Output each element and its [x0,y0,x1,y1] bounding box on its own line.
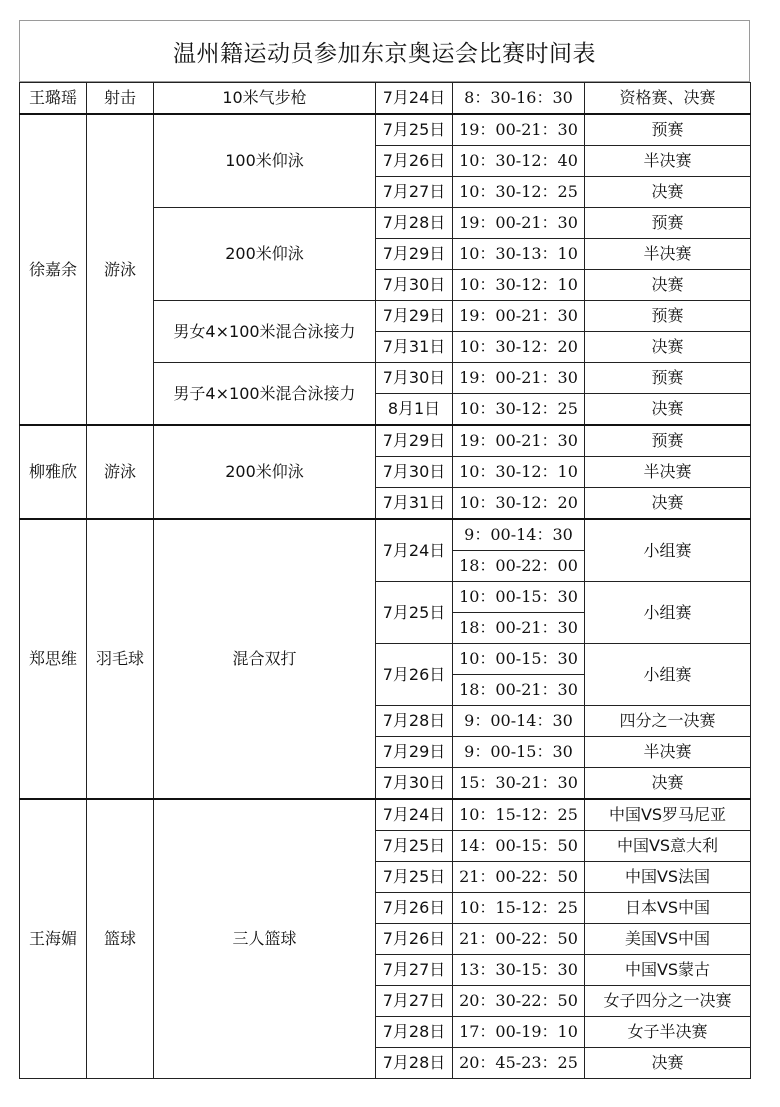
event-time: 10：30-12：40 [453,146,585,177]
athlete-name: 柳雅欣 [20,425,87,519]
event-date: 7月26日 [376,924,453,955]
event-stage: 中国VS意大利 [585,831,751,862]
event-time: 10：00-15：30 [453,582,585,613]
event-stage: 预赛 [585,208,751,239]
event-date: 7月30日 [376,270,453,301]
event-stage: 决赛 [585,768,751,800]
event-stage: 美国VS中国 [585,924,751,955]
event-stage: 女子四分之一决赛 [585,986,751,1017]
event-name: 三人篮球 [154,799,376,1079]
event-date: 7月26日 [376,644,453,706]
event-date: 7月28日 [376,1017,453,1048]
schedule-table [19,82,751,1079]
event-time: 10：00-15：30 [453,644,585,675]
event-time: 9：00-14：30 [453,706,585,737]
event-time: 10：15-12：25 [453,893,585,924]
event-time: 8：30-16：30 [453,83,585,115]
event-time: 10：30-12：10 [453,457,585,488]
event-time: 18：00-21：30 [453,675,585,706]
table-row [20,425,751,457]
sport-name: 游泳 [87,114,154,425]
event-time: 13：30-15：30 [453,955,585,986]
event-stage: 四分之一决赛 [585,706,751,737]
event-time: 19：00-21：30 [453,301,585,332]
event-date: 7月29日 [376,239,453,270]
event-stage: 预赛 [585,114,751,146]
event-date: 7月27日 [376,986,453,1017]
sport-name: 游泳 [87,425,154,519]
event-date: 7月30日 [376,768,453,800]
event-date: 8月1日 [376,394,453,426]
event-stage: 资格赛、决赛 [585,83,751,115]
event-time: 20：45-23：25 [453,1048,585,1079]
event-time: 15：30-21：30 [453,768,585,800]
event-name: 10米气步枪 [154,83,376,115]
event-time: 10：30-12：20 [453,488,585,520]
event-stage: 半决赛 [585,239,751,270]
schedule-body [20,83,751,1079]
event-time: 10：30-13：10 [453,239,585,270]
event-stage: 中国VS蒙古 [585,955,751,986]
event-stage: 中国VS法国 [585,862,751,893]
event-date: 7月27日 [376,177,453,208]
event-date: 7月26日 [376,893,453,924]
event-stage: 小组赛 [585,519,751,582]
event-date: 7月30日 [376,457,453,488]
event-date: 7月29日 [376,425,453,457]
event-time: 9：00-14：30 [453,519,585,551]
event-date: 7月30日 [376,363,453,394]
event-name: 200米仰泳 [154,425,376,519]
event-stage: 小组赛 [585,582,751,644]
event-stage: 决赛 [585,394,751,426]
event-time: 9：00-15：30 [453,737,585,768]
event-time: 18：00-22：00 [453,551,585,582]
event-name: 男女4×100米混合泳接力 [154,301,376,363]
event-date: 7月25日 [376,582,453,644]
event-stage: 决赛 [585,177,751,208]
event-stage: 决赛 [585,270,751,301]
event-time: 19：00-21：30 [453,425,585,457]
event-time: 14：00-15：50 [453,831,585,862]
event-time: 19：00-21：30 [453,363,585,394]
event-date: 7月24日 [376,519,453,582]
event-date: 7月31日 [376,332,453,363]
event-stage: 预赛 [585,363,751,394]
event-date: 7月29日 [376,301,453,332]
event-date: 7月27日 [376,955,453,986]
event-stage: 决赛 [585,1048,751,1079]
event-time: 20：30-22：50 [453,986,585,1017]
event-time: 10：30-12：20 [453,332,585,363]
page-title: 温州籍运动员参加东京奥运会比赛时间表 [19,20,750,82]
event-stage: 预赛 [585,301,751,332]
event-stage: 小组赛 [585,644,751,706]
event-time: 10：30-12：10 [453,270,585,301]
event-name: 混合双打 [154,519,376,799]
event-stage: 决赛 [585,488,751,520]
sport-name: 射击 [87,83,154,115]
event-time: 17：00-19：10 [453,1017,585,1048]
event-date: 7月24日 [376,83,453,115]
athlete-name: 徐嘉余 [20,114,87,425]
event-date: 7月28日 [376,208,453,239]
event-date: 7月25日 [376,831,453,862]
table-row [20,519,751,551]
event-time: 10：30-12：25 [453,177,585,208]
event-date: 7月24日 [376,799,453,831]
event-stage: 日本VS中国 [585,893,751,924]
event-date: 7月31日 [376,488,453,520]
event-stage: 半决赛 [585,457,751,488]
event-time: 21：00-22：50 [453,924,585,955]
event-stage: 决赛 [585,332,751,363]
event-date: 7月25日 [376,862,453,893]
event-stage: 女子半决赛 [585,1017,751,1048]
event-date: 7月25日 [376,114,453,146]
event-time: 18：00-21：30 [453,613,585,644]
event-name: 200米仰泳 [154,208,376,301]
event-name: 男子4×100米混合泳接力 [154,363,376,426]
event-stage: 中国VS罗马尼亚 [585,799,751,831]
athlete-name: 郑思维 [20,519,87,799]
sport-name: 羽毛球 [87,519,154,799]
event-time: 10：30-12：25 [453,394,585,426]
event-date: 7月28日 [376,706,453,737]
event-stage: 半决赛 [585,737,751,768]
athlete-name: 王海媚 [20,799,87,1079]
event-time: 21：00-22：50 [453,862,585,893]
table-row [20,799,751,831]
table-row [20,114,751,146]
athlete-name: 王璐瑶 [20,83,87,115]
event-date: 7月28日 [376,1048,453,1079]
event-name: 100米仰泳 [154,114,376,208]
event-date: 7月29日 [376,737,453,768]
event-time: 10：15-12：25 [453,799,585,831]
sport-name: 篮球 [87,799,154,1079]
event-time: 19：00-21：30 [453,208,585,239]
event-stage: 预赛 [585,425,751,457]
event-date: 7月26日 [376,146,453,177]
table-row [20,83,751,115]
event-stage: 半决赛 [585,146,751,177]
event-time: 19：00-21：30 [453,114,585,146]
